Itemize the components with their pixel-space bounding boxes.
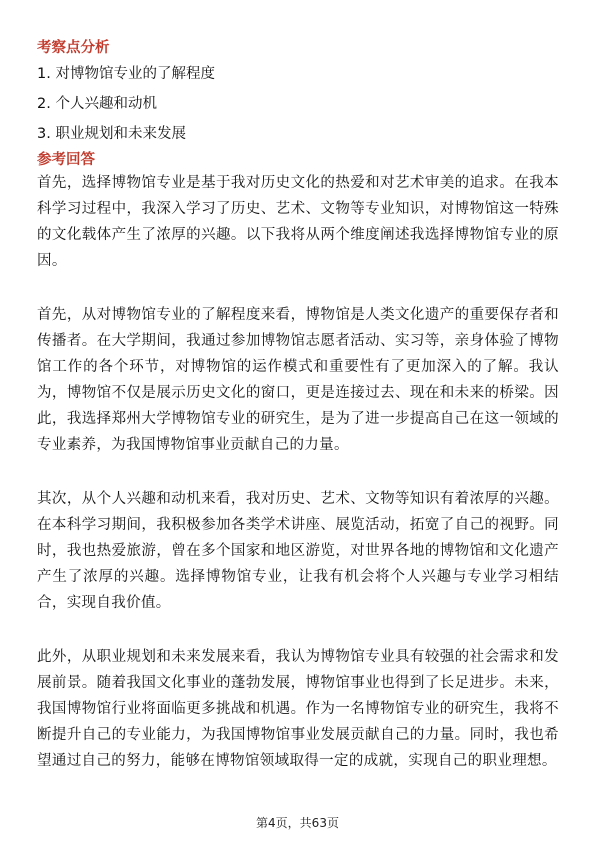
analysis-list: [37, 64, 559, 144]
document-page: [37, 38, 559, 774]
analysis-item: 1. 对博物馆专业的了解程度: [37, 66, 215, 82]
answer-paragraph: 首先，选择博物馆专业是基于我对历史文化的热爱和对艺术审美的追求。在我本科学习过程中，我深入学习了历史、艺术、文物等专业知识，对博物馆这一特殊的文化载体产生了浓厚的兴趣。以下我将从两个维度阐述我选择博物馆专业的原因。: [37, 175, 559, 269]
analysis-item: 2. 个人兴趣和动机: [37, 96, 157, 112]
answer-title: 参考回答: [37, 152, 95, 168]
paragraph-gap: [37, 458, 559, 486]
page-footer: 第4页，共63页: [256, 816, 339, 830]
answer-paragraph: 此外，从职业规划和未来发展来看，我认为博物馆专业具有较强的社会需求和发展前景。随着我国文化事业的蓬勃发展，博物馆事业也得到了长足进步。未来，我国博物馆行业将面临更多挑战和机遇。作为一名博物馆专业的研究生，我将不断提升自己的专业能力，为我国博物馆事业发展贡献自己的力量。同时，我也希望通过自己的努力，能够在博物馆领域取得一定的成就，实现自己的职业理想。: [37, 649, 559, 769]
analysis-item: 3. 职业规划和未来发展: [37, 126, 186, 142]
answer-paragraph: 其次，从个人兴趣和动机来看，我对历史、艺术、文物等知识有着浓厚的兴趣。在本科学习期间，我积极参加各类学术讲座、展览活动，拓宽了自己的视野。同时，我也热爱旅游，曾在多个国家和地区游览，对世界各地的博物馆和文化遗产产生了浓厚的兴趣。选择博物馆专业，让我有机会将个人兴趣与专业学习相结合，实现自我价值。: [37, 491, 559, 611]
analysis-title: 考察点分析: [37, 40, 110, 56]
answer-paragraph: 首先，从对博物馆专业的了解程度来看，博物馆是人类文化遗产的重要保存者和传播者。在大学期间，我通过参加博物馆志愿者活动、实习等，亲身体验了博物馆工作的各个环节，对博物馆的运作模式和重要性有了更加深入的了解。我认为，博物馆不仅是展示历史文化的窗口，更是连接过去、现在和未来的桥梁。因此，我选择郑州大学博物馆专业的研究生，是为了进一步提高自己在这一领域的专业素养，为我国博物馆事业贡献自己的力量。: [37, 307, 559, 453]
paragraph-gap: [37, 616, 559, 644]
paragraph-gap: [37, 274, 559, 302]
